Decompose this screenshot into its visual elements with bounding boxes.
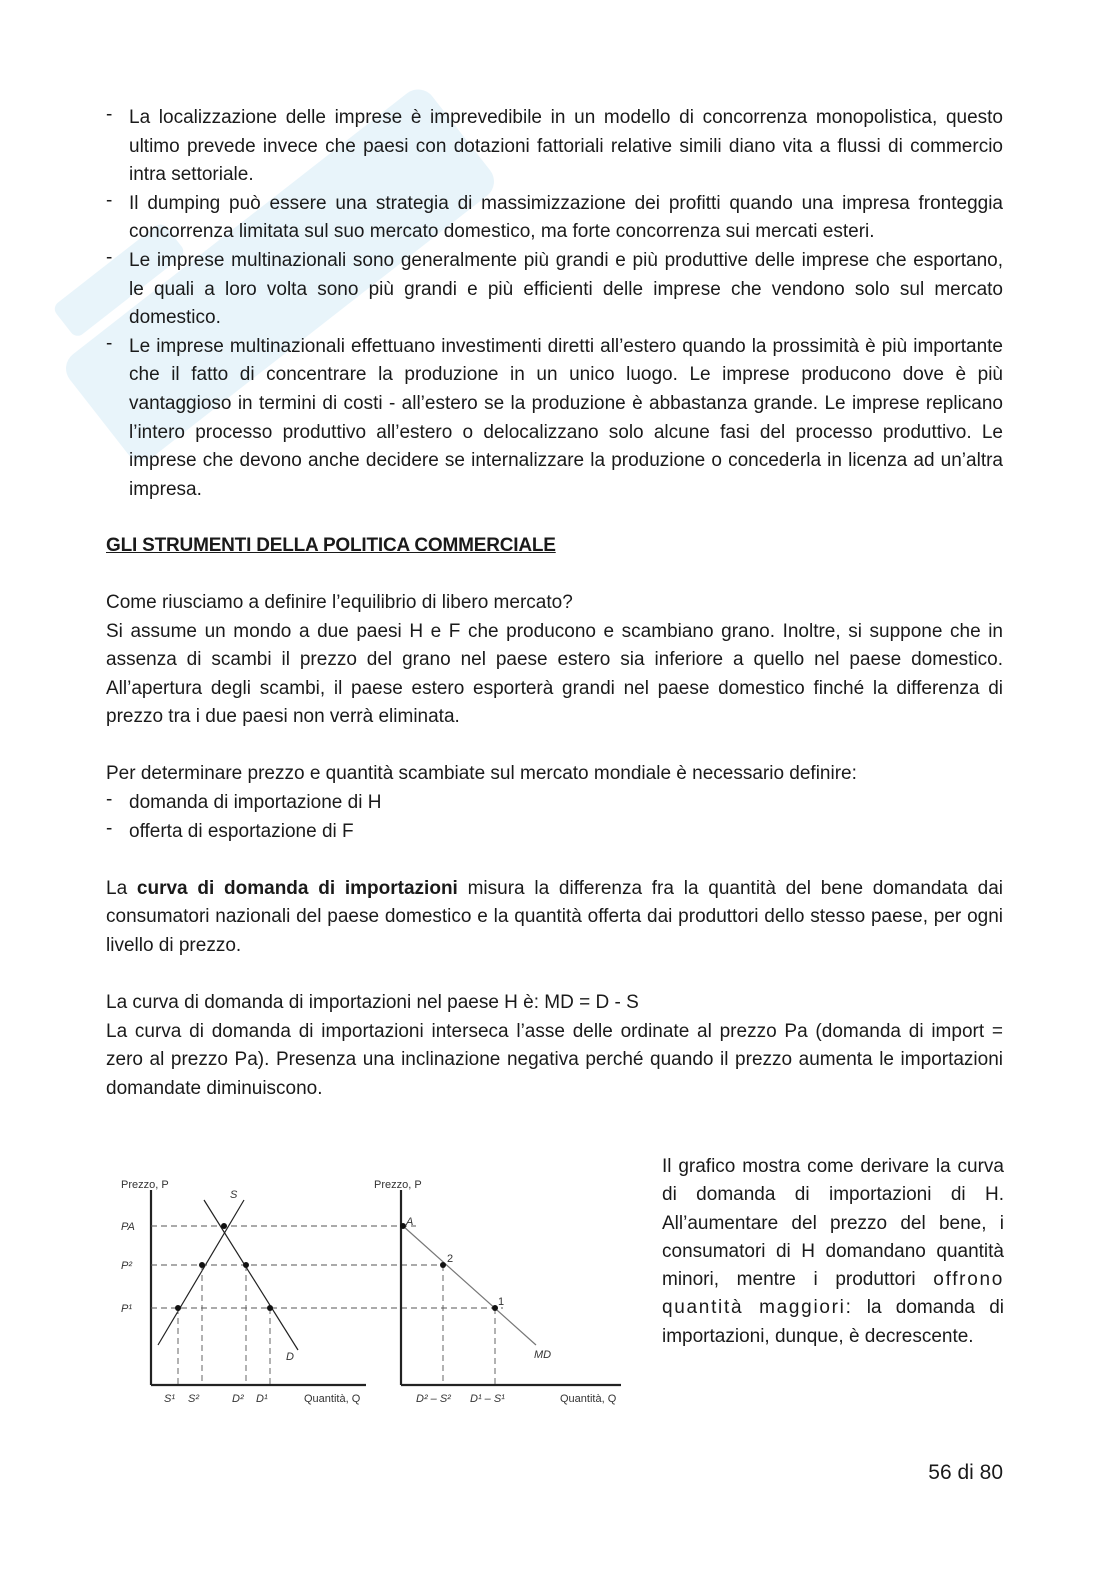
figure-row xyxy=(106,1150,1003,1420)
right-panel xyxy=(401,1190,621,1385)
caption-text: la domanda di importazioni, dunque, è decrescente. xyxy=(662,1297,1004,1347)
point-label-a: A xyxy=(406,1216,414,1228)
paragraph-question: Come riusciamo a definire l’equilibrio di libero mercato? xyxy=(106,591,573,613)
bold-term: curva di domanda di importazioni xyxy=(136,877,458,899)
bullet-item: - Le imprese multinazionali sono generalmente più grandi e più produttive delle imprese che esportano, le quali a loro volta sono più grandi e più efficienti delle imprese che vendono solo sul mercato domestico. xyxy=(106,247,1003,333)
curve-label-s: S xyxy=(230,1189,238,1201)
main-text xyxy=(106,104,1003,1104)
right-y-label: Prezzo, P xyxy=(374,1179,422,1191)
import-demand-graph xyxy=(116,1170,636,1415)
price-label-p1: P¹ xyxy=(121,1303,132,1315)
left-panel xyxy=(151,1190,503,1385)
paragraph-determine: Per determinare prezzo e quantità scambiate sul mercato mondiale è necessario definire: xyxy=(106,763,857,785)
text-run: misura la differenza fra la quantità del bene domandata dai consumatori nazionali del paese domestico e la quantità offerta dai produttori dello stesso paese, per ogni livello di prezzo. xyxy=(106,877,1003,957)
bullet-item: - offerta di esportazione di F xyxy=(106,818,1003,847)
paragraph-md-formula: La curva di domanda di importazioni nel paese H è: MD = D - S xyxy=(106,992,639,1014)
right-x-label: Quantità, Q xyxy=(560,1393,617,1405)
point-label-1: 1 xyxy=(498,1296,505,1308)
tick-d1-s1: D¹ – S¹ xyxy=(470,1393,505,1405)
point-label-2: 2 xyxy=(447,1253,454,1265)
bullet-item: - Il dumping può essere una strategia di massimizzazione dei profitti quando una impresa fronteggia concorrenza limitata sul suo mercato domestico, ma forte concorrenza sui mercati esteri. xyxy=(106,190,1003,247)
bullet-list-conclusions xyxy=(106,104,1003,504)
tick-d1: D¹ xyxy=(256,1393,268,1405)
caption-text-spaced: offrono quantità maggiori: xyxy=(662,1269,1005,1319)
figure-caption xyxy=(662,1153,1004,1351)
text-run: La xyxy=(106,877,137,899)
bullet-list-definitions xyxy=(106,789,1003,846)
bullet-item: - Le imprese multinazionali effettuano investimenti diretti all’estero quando la prossimità è più importante che il fatto di concentrare la produzione in un unico luogo. Le imprese producono dove è più vantaggioso in termini di costi - all’estero se la produzione è abbastanza grande. Le imprese replicano l’intero processo produttivo all’estero o delocalizzano solo alcune fasi del processo produttivo. Le imprese che devono anche decidere se internalizzare la produzione o concederla in licenza ad un’altra impresa. xyxy=(106,333,1003,505)
tick-s2: S² xyxy=(188,1393,199,1405)
caption-text: Il grafico mostra come derivare la curva di domanda di importazioni di H. All’aumentare del prezzo del bene, i consumatori di H domandano quantità minori, mentre i produttori xyxy=(662,1156,1004,1291)
price-label-pa: PA xyxy=(121,1221,135,1233)
tick-d2: D² xyxy=(232,1393,244,1405)
tick-d2-s2: D² – S² xyxy=(416,1393,451,1405)
tick-s1: S¹ xyxy=(164,1393,175,1405)
paragraph-assumption: Si assume un mondo a due paesi H e F che producono e scambiano grano. Inoltre, si suppone che in assenza di scambi il prezzo del grano nel paese estero sia inferiore a quello nel paese domestico. All’apertura degli scambi, il paese estero esporterà grandi nel paese domestico finché la differenza di prezzo tra i due paesi non verrà eliminata. xyxy=(106,620,1003,728)
price-label-p2: P² xyxy=(121,1260,132,1272)
curve-label-d: D xyxy=(286,1351,294,1363)
bullet-item: - La localizzazione delle imprese è imprevedibile in un modello di concorrenza monopolistica, questo ultimo prevede invece che paesi con dotazioni fattoriali relative simili diano vita a flussi di commercio intra settoriale. xyxy=(106,104,1003,190)
bullet-item: - domanda di importazione di H xyxy=(106,789,1003,818)
left-points xyxy=(175,1223,273,1311)
left-y-label: Prezzo, P xyxy=(121,1179,169,1191)
curve-label-md: MD xyxy=(534,1349,552,1361)
left-x-label: Quantità, Q xyxy=(304,1393,361,1405)
paragraph-import-demand xyxy=(106,875,1003,961)
paragraph-intersection: La curva di domanda di importazioni interseca l’asse delle ordinate al prezzo Pa (domanda di import = zero al prezzo Pa). Presenza una inclinazione negativa perché quando il prezzo aumenta le importazioni domandate diminuiscono. xyxy=(106,1020,1003,1099)
page-number: 56 di 80 xyxy=(928,1461,1003,1484)
section-heading: GLI STRUMENTI DELLA POLITICA COMMERCIALE xyxy=(106,535,556,557)
